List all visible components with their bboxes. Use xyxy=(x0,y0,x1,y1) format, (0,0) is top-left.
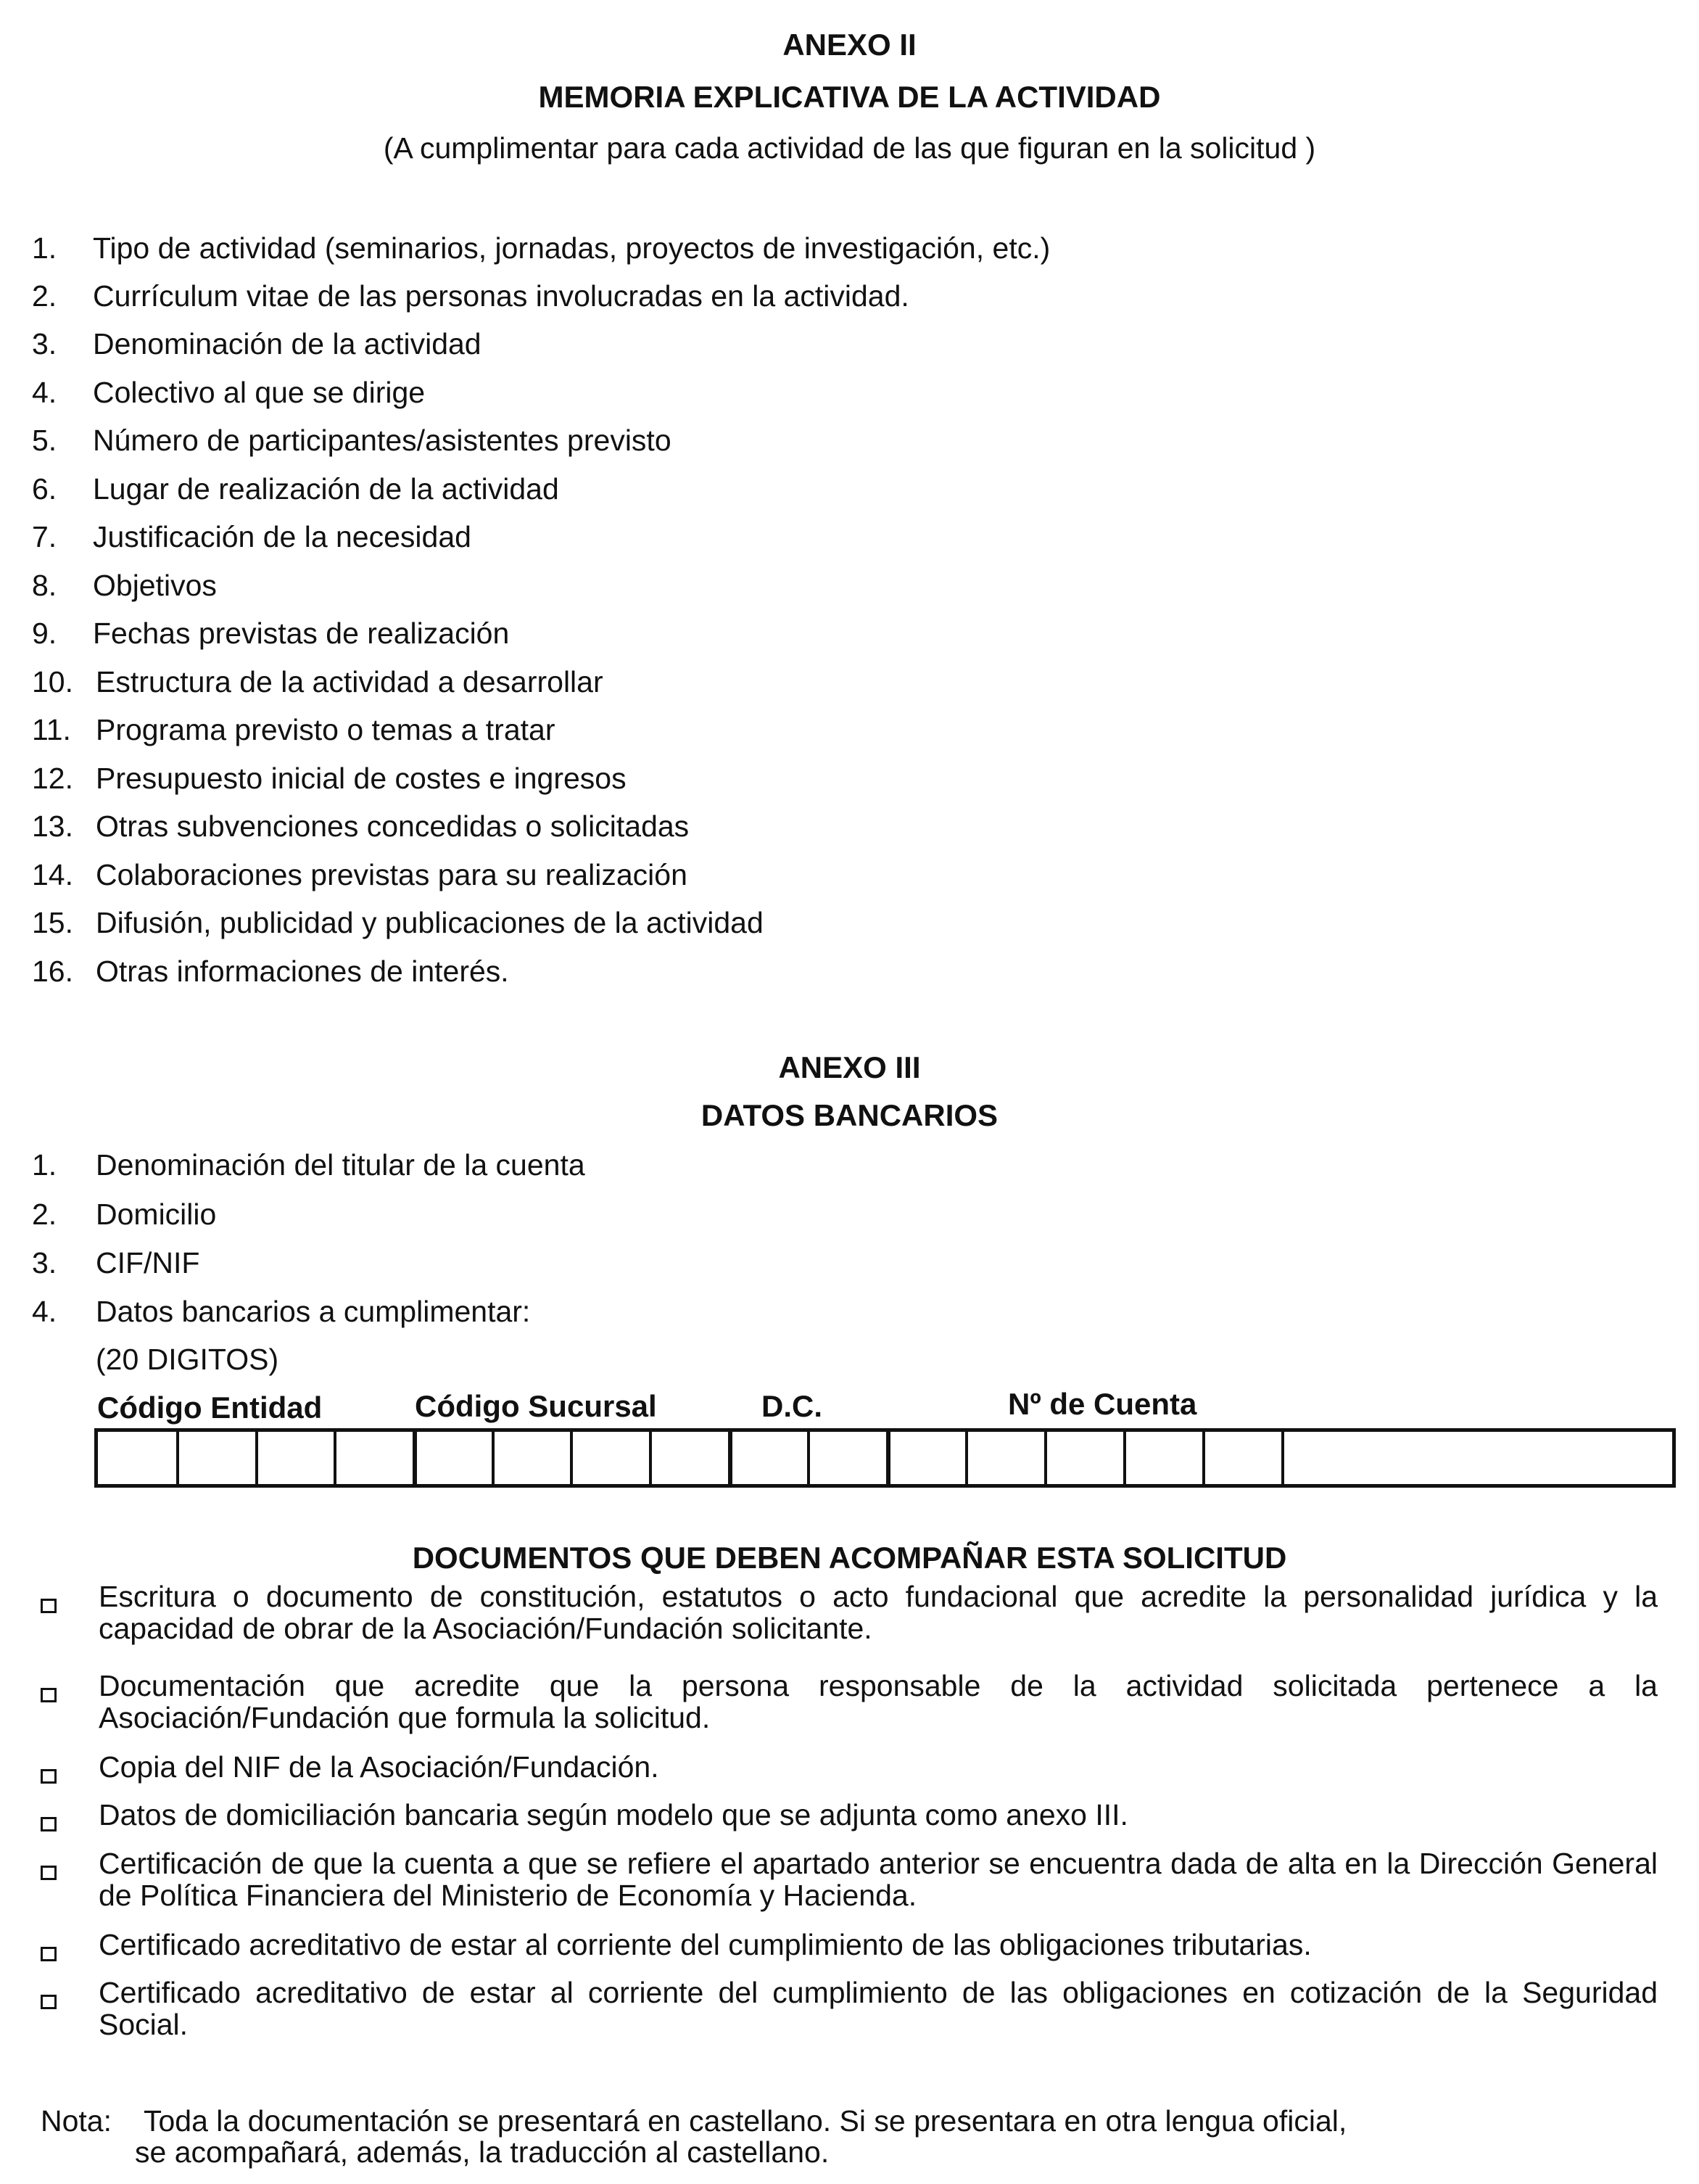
item-number: 7. xyxy=(32,520,57,553)
item-number: 5. xyxy=(32,424,57,457)
grid-divider xyxy=(807,1432,810,1484)
item-number: 4. xyxy=(32,376,57,409)
item-number: 8. xyxy=(32,569,57,602)
item-text: Objetivos xyxy=(93,569,217,602)
anexo-ii-title: ANEXO II xyxy=(782,28,917,62)
item-text: Otras informaciones de interés. xyxy=(96,955,509,988)
item-text: Fechas previstas de realización xyxy=(93,617,510,650)
checkbox-icon xyxy=(41,1995,57,2009)
grid-divider xyxy=(1202,1432,1205,1484)
item-number: 3. xyxy=(32,1246,57,1280)
item-number: 11. xyxy=(32,713,71,746)
item-number: 1. xyxy=(32,231,57,265)
grid-divider xyxy=(570,1432,573,1484)
item-text: Lugar de realización de la actividad xyxy=(93,472,559,506)
checklist-item-text: Certificado acreditativo de estar al corriente del cumplimiento de las obligaciones en cotización de la Seguridad Social. xyxy=(99,1976,1658,2041)
item-number: 9. xyxy=(32,617,57,650)
item-text: Número de participantes/asistentes previsto xyxy=(93,424,671,457)
item-text: Denominación del titular de la cuenta xyxy=(96,1148,585,1182)
item-text: Colectivo al que se dirige xyxy=(93,376,426,409)
checklist-item-text: Certificado acreditativo de estar al corriente del cumplimiento de las obligaciones tributarias. xyxy=(99,1928,1312,1961)
item-number: 16. xyxy=(32,955,73,988)
anexo-iii-title: ANEXO III xyxy=(778,1050,921,1084)
item-text: Datos bancarios a cumplimentar: xyxy=(96,1295,531,1328)
checkbox-icon xyxy=(41,1769,57,1784)
item-number: 1. xyxy=(32,1148,57,1182)
bank-digits-grid xyxy=(94,1428,1676,1488)
checkbox-icon xyxy=(41,1599,57,1613)
checkbox-icon xyxy=(41,1947,57,1961)
grid-divider xyxy=(255,1432,258,1484)
checklist-item-text: Documentación que acredite que la persona responsable de la actividad solicitada pertenece a la Asociación/Fundación que formula la solicitud. xyxy=(99,1669,1658,1734)
documentos-title: DOCUMENTOS QUE DEBEN ACOMPAÑAR ESTA SOLICITUD xyxy=(412,1541,1287,1575)
nota-line-2: se acompañará, además, la traducción al castellano. xyxy=(135,2135,830,2169)
item-text: CIF/NIF xyxy=(96,1246,200,1280)
item-text: Currículum vitae de las personas involucradas en la actividad. xyxy=(93,279,909,313)
item-text: Tipo de actividad (seminarios, jornadas, proyectos de investigación, etc.) xyxy=(93,231,1051,265)
nota-line-1: Toda la documentación se presentará en castellano. Si se presentara en otra lengua oficial, xyxy=(144,2104,1347,2138)
grid-divider xyxy=(886,1432,890,1484)
item-text: Colaboraciones previstas para su realización xyxy=(96,858,687,891)
grid-divider xyxy=(334,1432,336,1484)
item-text: Otras subvenciones concedidas o solicitadas xyxy=(96,809,690,843)
grid-divider xyxy=(413,1432,417,1484)
item-text: Justificación de la necesidad xyxy=(93,520,471,553)
item-number: 2. xyxy=(32,1198,57,1231)
item-text: Estructura de la actividad a desarrollar xyxy=(96,665,603,699)
checklist-item-text: Certificación de que la cuenta a que se refiere el apartado anterior se encuentra dada de alta en la Dirección General de Política Financiera del Ministerio de Economía y Hacienda. xyxy=(99,1847,1658,1912)
header-codigo-entidad: Código Entidad xyxy=(97,1390,323,1425)
item-number: 12. xyxy=(32,762,73,795)
item-number: 3. xyxy=(32,327,57,360)
checklist-item-text: Datos de domiciliación bancaria según modelo que se adjunta como anexo III. xyxy=(99,1798,1128,1831)
anexo-iii-subtitle: DATOS BANCARIOS xyxy=(700,1098,999,1132)
item-text: Presupuesto inicial de costes e ingresos xyxy=(96,762,627,795)
grid-divider xyxy=(728,1432,732,1484)
anexo-ii-subtitle: MEMORIA EXPLICATIVA DE LA ACTIVIDAD xyxy=(538,80,1161,114)
checkbox-icon xyxy=(41,1817,57,1831)
grid-divider xyxy=(176,1432,179,1484)
item-number: 10. xyxy=(32,665,73,699)
grid-divider xyxy=(492,1432,495,1484)
anexo-ii-instruction: (A cumplimentar para cada actividad de las que figuran en la solicitud ) xyxy=(383,131,1316,165)
item-number: 2. xyxy=(32,279,57,313)
checkbox-icon xyxy=(41,1866,57,1880)
header-dc: D.C. xyxy=(761,1389,822,1423)
header-numero-cuenta: Nº de Cuenta xyxy=(1008,1387,1197,1421)
grid-divider xyxy=(1044,1432,1047,1484)
grid-divider xyxy=(965,1432,968,1484)
item-number: 6. xyxy=(32,472,57,506)
checklist-item-text: Copia del NIF de la Asociación/Fundación. xyxy=(99,1750,659,1784)
item-number: 15. xyxy=(32,906,73,939)
checklist-item-text: Escritura o documento de constitución, estatutos o acto fundacional que acredite la personalidad jurídica y la capacidad de obrar de la Asociación/Fundación solicitante. xyxy=(99,1580,1658,1645)
item-text: Domicilio xyxy=(96,1198,217,1231)
grid-divider xyxy=(649,1432,652,1484)
item-text: Programa previsto o temas a tratar xyxy=(96,713,555,746)
item-number: 13. xyxy=(32,809,73,843)
grid-divider xyxy=(1281,1432,1284,1484)
item-number: 14. xyxy=(32,858,73,891)
checkbox-icon xyxy=(41,1688,57,1702)
nota-label: Nota: xyxy=(41,2104,112,2138)
item-text: Difusión, publicidad y publicaciones de la actividad xyxy=(96,906,764,939)
grid-divider xyxy=(1123,1432,1126,1484)
item-text: Denominación de la actividad xyxy=(93,327,481,360)
digits-note: (20 DIGITOS) xyxy=(96,1343,279,1376)
header-codigo-sucursal: Código Sucursal xyxy=(415,1389,657,1423)
item-number: 4. xyxy=(32,1295,57,1328)
